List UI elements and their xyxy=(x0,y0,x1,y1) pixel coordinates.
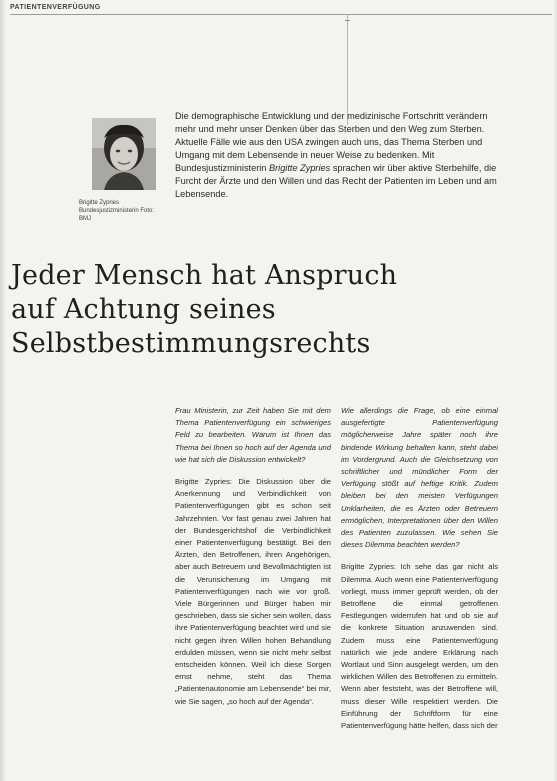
answer-text: Die Diskussion über die Anerkennung und Verbindlichkeit von Patientenverfügungen gibt es schon seit Jahrzehnten. Vor fast genau zwei Jahren hat der Bundesgerichtshof die Verbindlichkeit einer Patientenverfügung bestätigt. Bei den Ärzten, den Betroffenen, ihren Angehörigen, aber auch Betreuern und Bevollmächtigten ist die Verunsicherung im Umgang mit Patientenverfügungen nach wie vor groß. Viele Bürgerinnen und Bürger haben mir geschrieben, dass sie sicher sein wollen, dass ihre Patientenverfügung beachtet wird und sie nicht gegen ihren Willen hohen Behandlung erdulden müssen, wenn sie nicht mehr selbst entscheiden können. Weil ich diese Sorgen ernst nehme, steht das Thema „Patientenautonomie am Lebensende“ bei mir, wie Sie sagen, „so hoch auf der Agenda“. xyxy=(175,477,331,706)
interview-answer-2 xyxy=(341,561,498,732)
scan-edge-right xyxy=(553,0,557,781)
portrait-photo xyxy=(92,118,156,190)
article-column-left xyxy=(175,405,331,718)
answer-text: Ich sehe das gar nicht als Dilemma. Auch wenn eine Patientenverfügung vorliegt, muss immer geprüft werden, ob der Betroffene die einmal getroffenen Festlegungen widerrufen hat und ob sie auf die konkrete Situation anzuwenden sind. Zudem muss eine Patientenverfügung natürlich wie jede andere Erklärung nach Wortlaut und Sinn ausgelegt werden, um den wirklichen Willen des Betroffenen zu ermitteln. Wenn aber feststeht, was der Betroffene will, muss dieser Wille respektiert werden. Die Einführung der Schriftform für eine Patientenverfügung hätte helfen, dass sich der xyxy=(341,562,498,731)
headline-line-1: Jeder Mensch hat Anspruch xyxy=(11,260,398,291)
headline xyxy=(11,259,531,361)
section-rule xyxy=(10,14,552,15)
article-column-right xyxy=(341,405,498,742)
page-fold-line xyxy=(347,15,348,125)
interview-question-1: Frau Ministerin, zur Zeit haben Sie mit dem Thema Patientenverfügung ein schwieriges Feld zu bearbeiten. Warum ist Ihnen das Thema bei Ihnen so hoch auf der Agenda und wie hat sich die Diskussion entwickelt? xyxy=(175,406,331,464)
portrait-caption: Brigitte Zypries Bundesjustizministerin Foto: BMJ xyxy=(79,200,155,222)
answer-speaker: Brigitte Zypries: xyxy=(175,477,233,487)
interview-question-2: Wie allerdings die Frage, ob eine einmal ausgefertigte Patientenverfügung möglicherweise Jahre später noch ihre bindende Wirkung behalten kann, steht dabei im Vordergrund. Auch die Gleichsetzung von schriftlicher und mündlicher Form der Verfügung stößt auf heftige Kritik. Zudem bleiben bei den meisten Verfügungen Unklarheiten, die es Ärzten oder Betreuern ermöglichen, Interpretationen über den Willen des Patienten zuzulassen. Wie sehen Sie dieses Dilemma beachten werden? xyxy=(341,406,498,550)
interview-answer-1 xyxy=(175,476,331,708)
headline-line-2: auf Achtung seines xyxy=(11,294,276,325)
headline-line-3: Selbstbestimmungsrechts xyxy=(11,328,371,359)
answer-speaker: Brigitte Zypries: xyxy=(341,562,397,572)
intro-text-before: Die demographische Entwicklung und der medizinische Fortschritt verändern mehr und mehr unser Denken über das Sterben und den Weg zum Sterben. Aktuelle Fälle wie aus den USA zwingen auch uns, das Thema Sterben und Umgang mit dem Lebensende in neuer Weise zu bedenken. Mit Bundesjustizministerin xyxy=(175,111,488,173)
intro-name: Brigitte Zypries xyxy=(268,163,331,173)
fold-mark xyxy=(345,20,350,21)
scan-edge xyxy=(0,0,6,781)
intro-paragraph xyxy=(175,110,505,201)
section-label: PATIENTENVERFÜGUNG xyxy=(10,4,101,11)
intro-text-after: sprachen wir über aktive Sterbehilfe, die Furcht der Ärzte und den Willen und das Recht der Patienten im Leben und am Lebensende. xyxy=(175,163,497,199)
